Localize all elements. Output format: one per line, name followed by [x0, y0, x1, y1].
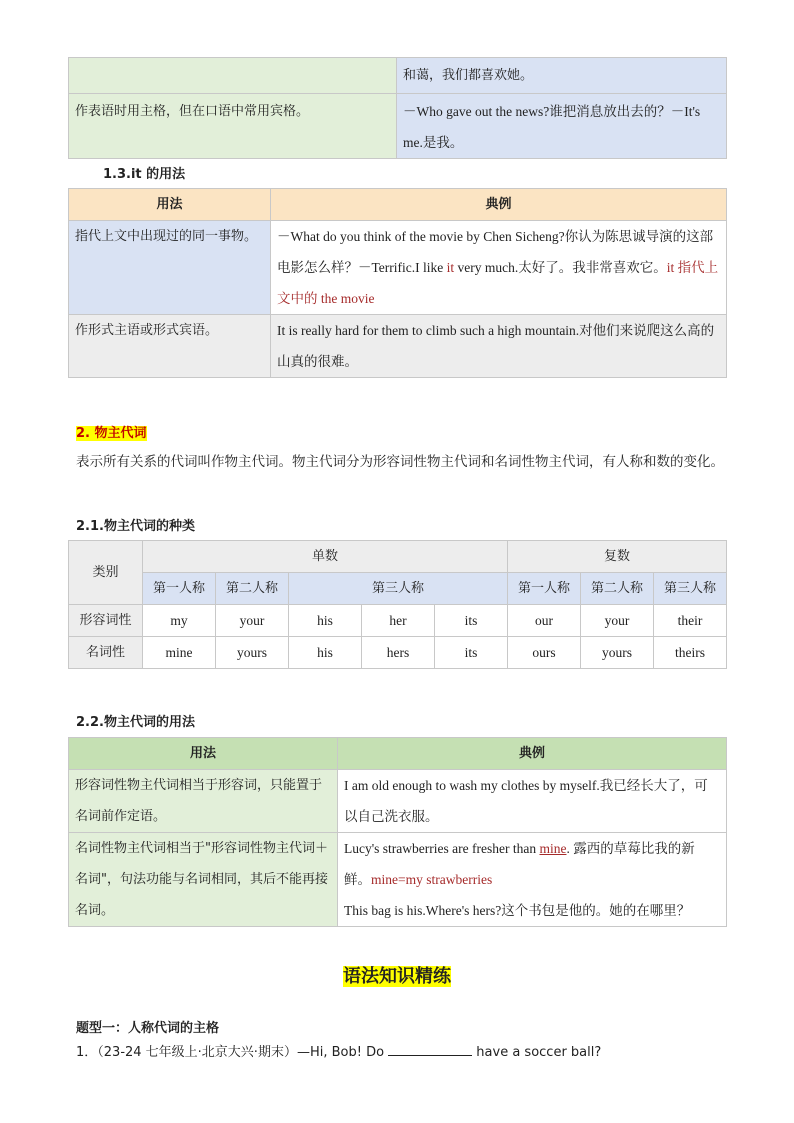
table-row: [69, 315, 727, 378]
column-header: 用法: [69, 189, 271, 221]
table-row: [69, 833, 727, 927]
table-header-row: [69, 573, 727, 605]
table-cell: their: [654, 605, 727, 637]
table-cell: its: [435, 605, 508, 637]
table-cell: －Who gave out the news?谁把消息放出去的？－It's me.是我。: [397, 94, 727, 159]
note-text: it 指代上文中的 the movie: [277, 260, 719, 306]
table-cell: 和蔼，我们都喜欢她。: [397, 58, 727, 94]
person-header: 第三人称: [289, 573, 508, 605]
example-cell: It is really hard for them to climb such a high mountain.对他们来说爬这么高的山真的很难。: [271, 315, 727, 378]
table-row: [69, 94, 727, 159]
table-cell: theirs: [654, 637, 727, 669]
usage-cell: 作形式主语或形式宾语。: [69, 315, 271, 378]
table-cell: your: [581, 605, 654, 637]
table-cell: mine: [143, 637, 216, 669]
table-cell: her: [362, 605, 435, 637]
pronoun-types-table: [68, 540, 727, 669]
table-cell: its: [435, 637, 508, 669]
table-row: [69, 770, 727, 833]
table-row: [69, 605, 727, 637]
table-cell: hers: [362, 637, 435, 669]
usage-cell: 形容词性物主代词相当于形容词，只能置于名词前作定语。: [69, 770, 338, 833]
column-header: 典例: [271, 189, 727, 221]
table-cell: your: [216, 605, 289, 637]
top-table: [68, 57, 727, 159]
table-cell: yours: [581, 637, 654, 669]
example-text: －What do you think of the movie by Chen Sicheng?你认为陈思诚导演的这部电影怎么样？－Terrific.I like: [277, 229, 714, 275]
question-type-heading: 题型一：人称代词的主格: [76, 1021, 220, 1036]
question-1: [76, 1041, 601, 1060]
person-header: 第三人称: [654, 573, 727, 605]
section-heading-1-3: 1.3.it 的用法: [103, 167, 186, 182]
singular-header: 单数: [143, 541, 508, 573]
person-header: 第一人称: [508, 573, 581, 605]
pronoun-usage-table: [68, 737, 727, 927]
example-text: This bag is his.Where's hers?这个书包是他的。她的在哪里？: [344, 903, 691, 918]
table-row: [69, 637, 727, 669]
person-header: 第二人称: [216, 573, 289, 605]
section-heading-2: [76, 422, 147, 441]
table-cell: our: [508, 605, 581, 637]
table-row: [69, 221, 727, 315]
example-cell: I am old enough to wash my clothes by myself.我已经长大了，可以自己洗衣服。: [338, 770, 727, 833]
practice-title-wrap: [0, 962, 794, 988]
question-text: have a soccer ball?: [472, 1045, 602, 1060]
highlight-word: it: [446, 260, 455, 275]
column-header: 用法: [69, 738, 338, 770]
usage-cell: 名词性物主代词相当于"形容词性物主代词＋名词"，句法功能与名词相同，其后不能再接名词。: [69, 833, 338, 927]
table-cell: my: [143, 605, 216, 637]
plural-header: 复数: [508, 541, 727, 573]
person-header: 第二人称: [581, 573, 654, 605]
row-label: 名词性: [69, 637, 143, 669]
table-cell: [69, 58, 397, 94]
table-cell: yours: [216, 637, 289, 669]
intro-paragraph: 表示所有关系的代词叫作物主代词。物主代词分为形容词性物主代词和名词性物主代词，有人称和数的变化。: [76, 454, 724, 470]
table-header-row: [69, 541, 727, 573]
practice-title: 语法知识精练: [343, 966, 451, 987]
question-text: 1．（23-24 七年级上·北京大兴·期末）—Hi, Bob! Do: [76, 1045, 389, 1060]
table-cell: his: [289, 637, 362, 669]
person-header: 第一人称: [143, 573, 216, 605]
section-heading-2-2: 2.2.物主代词的用法: [76, 715, 195, 730]
table-cell: 作表语时用主格，但在口语中常用宾格。: [69, 94, 397, 159]
section-title: 2. 物主代词: [76, 426, 147, 441]
answer-blank[interactable]: [388, 1043, 472, 1056]
section-heading-2-1: 2.1.物主代词的种类: [76, 519, 195, 534]
table-header-row: [69, 738, 727, 770]
table-row: [69, 58, 727, 94]
example-text: Lucy's strawberries are fresher than: [344, 841, 540, 856]
row-label: 形容词性: [69, 605, 143, 637]
table-cell: his: [289, 605, 362, 637]
example-text: . 露西的草莓比我的新鲜。: [344, 841, 695, 887]
example-cell: [338, 833, 727, 927]
example-text: very much.太好了。我非常喜欢它。: [454, 260, 667, 275]
highlight-word: mine: [539, 841, 567, 856]
column-header: 典例: [338, 738, 727, 770]
table-cell: ours: [508, 637, 581, 669]
note-text: mine=my strawberries: [371, 872, 493, 887]
example-cell: [271, 221, 727, 315]
it-usage-table: [68, 188, 727, 378]
category-header: 类别: [69, 541, 143, 605]
usage-cell: 指代上文中出现过的同一事物。: [69, 221, 271, 315]
table-header-row: [69, 189, 727, 221]
